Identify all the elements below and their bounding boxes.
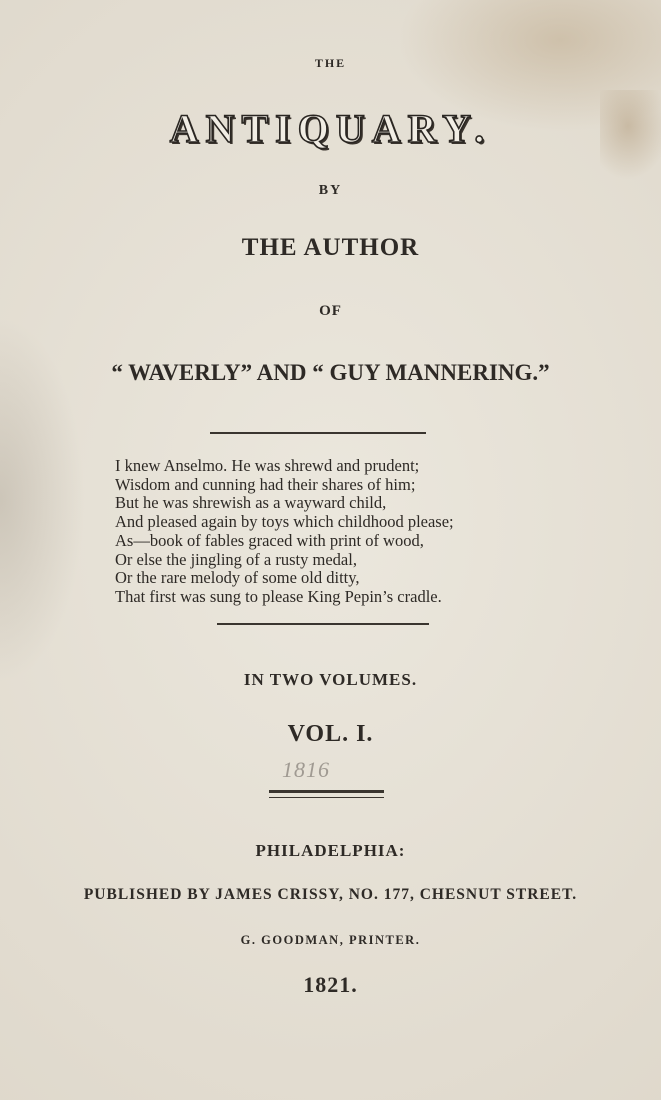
epigraph-line: Or else the jingling of a rusty medal, <box>115 549 357 569</box>
previous-works: “ WAVERLY” AND “ GUY MANNERING.” <box>111 360 550 385</box>
epigraph-line: As—book of fables graced with print of wood, <box>115 530 424 550</box>
divider-rule <box>210 432 426 434</box>
epigraph-line: That first was sung to please King Pepin’s cradle. <box>115 586 442 606</box>
publication-year: 1821. <box>303 972 358 997</box>
epigraph-line: And pleased again by toys which childhood please; <box>115 512 454 532</box>
epigraph <box>115 457 555 607</box>
of-line: OF <box>319 303 342 319</box>
author-line: THE AUTHOR <box>241 234 420 261</box>
publisher-line: PUBLISHED BY JAMES CRISSY, NO. 177, CHESNUT STREET. <box>83 886 578 903</box>
handwritten-year: 1816 <box>282 757 330 782</box>
double-rule <box>269 797 384 798</box>
divider-rule <box>217 623 429 625</box>
by-line: BY <box>318 183 343 198</box>
volume-number: VOL. I. <box>287 721 374 747</box>
epigraph-line: Wisdom and cunning had their shares of him; <box>115 474 416 494</box>
epigraph-line: Or the rare melody of some old ditty, <box>115 568 360 588</box>
printer-line: G. GOODMAN, PRINTER. <box>240 933 421 947</box>
title-article: THE <box>314 56 347 70</box>
epigraph-line: I knew Anselmo. He was shrewd and prudent; <box>115 456 420 475</box>
book-title: ANTIQUARY. <box>169 106 492 151</box>
double-rule <box>269 790 384 793</box>
publication-city: PHILADELPHIA: <box>255 841 406 860</box>
volumes-note: IN TWO VOLUMES. <box>243 670 418 689</box>
epigraph-line: But he was shrewish as a wayward child, <box>115 493 387 513</box>
